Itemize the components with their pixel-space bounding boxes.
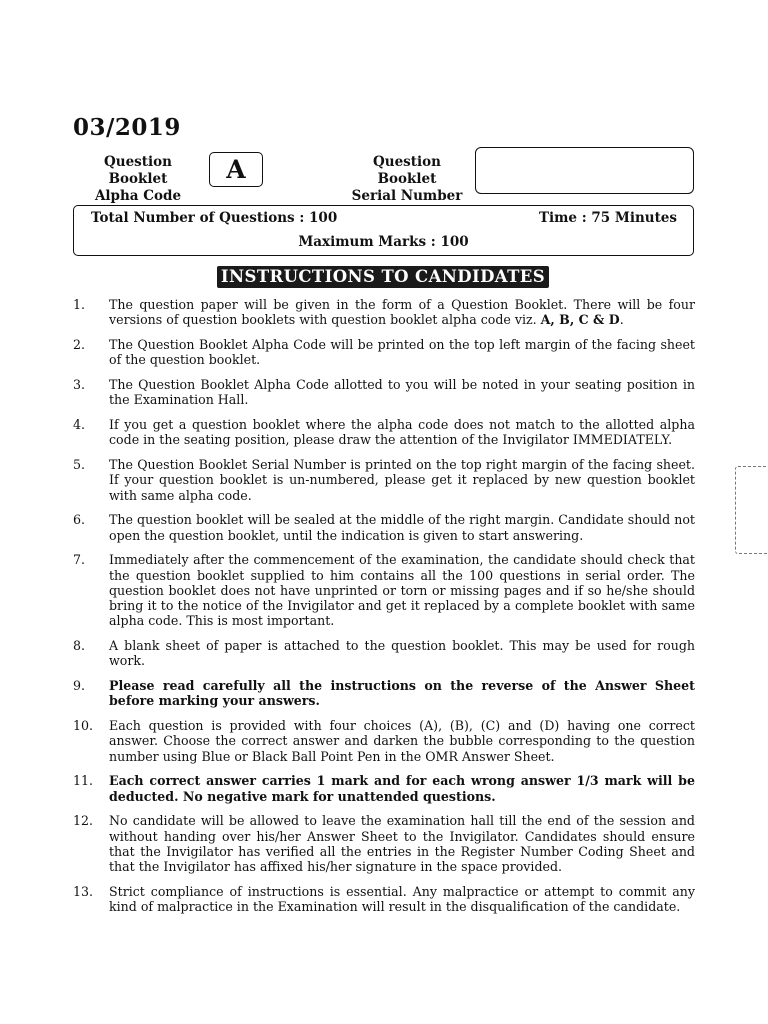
instruction-number: 1.: [73, 297, 86, 312]
instruction-text: The Question Booklet Alpha Code will be printed on the top left margin of the facing sheet of the question booklet.: [109, 336, 695, 368]
seal-margin-mark: [735, 466, 768, 554]
instruction-text: The Question Booklet Serial Number is printed on the top right margin of the facing sheet. If your question booklet is un-numbered, please get it replaced by new question booklet with same alpha code.: [109, 456, 695, 503]
instruction-item: [73, 457, 695, 503]
instruction-item: [73, 337, 695, 368]
serial-number-label: [343, 154, 471, 205]
instruction-text: If you get a question booklet where the alpha code does not match to the allotted alpha code in the seating position, please draw the attention of the Invigilator IMMEDIATELY.: [109, 416, 695, 448]
instruction-bold-text: A, B, C & D: [540, 312, 620, 328]
instruction-text: A blank sheet of paper is attached to the question booklet. This may be used for rough work.: [109, 638, 695, 669]
instruction-text: The question paper will be given in the form of a Question Booklet. There will be four versions of question booklets with question booklet alpha code viz.: [109, 297, 695, 328]
exam-code: 03/2019: [73, 114, 181, 141]
alpha-code-label: [78, 154, 198, 205]
instructions-list: [73, 297, 695, 924]
instruction-number: 9.: [73, 678, 86, 694]
instruction-item: [73, 813, 695, 874]
alpha-code-box: A: [209, 152, 263, 187]
instruction-item: [73, 638, 695, 669]
instruction-text: Please read carefully all the instructions on the reverse of the Answer Sheet before marking your answers.: [109, 678, 695, 709]
instruction-number: 4.: [73, 416, 86, 432]
instruction-number: 11.: [73, 773, 94, 789]
instruction-number: 13.: [73, 883, 94, 899]
instruction-number: 12.: [73, 813, 94, 829]
alpha-code-label-line1: Question Booklet: [104, 154, 172, 187]
exam-time: Time : 75 Minutes: [538, 210, 677, 226]
instruction-text: Each question is provided with four choices (A), (B), (C) and (D) having one correct answer. Choose the correct answer and darken the bubble corresponding to the question number using Blue or Black Ball Point Pen in the OMR Answer Sheet.: [109, 718, 695, 764]
instruction-number: 7.: [73, 552, 86, 568]
instruction-number: 3.: [73, 376, 86, 392]
exam-info-box: [73, 205, 694, 256]
serial-number-label-line1: Question Booklet: [373, 154, 441, 187]
instruction-item: [73, 773, 695, 804]
instruction-number: 8.: [73, 638, 86, 654]
instruction-item: [73, 678, 695, 709]
serial-number-label-line2: Serial Number: [351, 188, 463, 204]
instruction-tail: .: [619, 312, 624, 328]
instruction-number: 2.: [73, 336, 86, 352]
maximum-marks: Maximum Marks : 100: [298, 234, 469, 250]
instruction-number: 6.: [73, 512, 86, 528]
instruction-item: [73, 512, 695, 543]
instructions-banner: INSTRUCTIONS TO CANDIDATES: [217, 266, 549, 288]
instruction-number: 10.: [73, 718, 94, 734]
alpha-code-label-line2: Alpha Code: [94, 188, 182, 204]
instruction-text: The Question Booklet Alpha Code allotted to you will be noted in your seating position in the Examination Hall.: [109, 376, 695, 408]
instruction-number: 5.: [73, 456, 86, 472]
instruction-text: Immediately after the commencement of the examination, the candidate should check that the question booklet supplied to him contains all the 100 questions in serial order. The question booklet does not have unprinted or torn or missing pages and if so he/she should bring it to the notice of the Invigilator and get it replaced by a complete booklet with same alpha code. This is most important.: [109, 552, 695, 629]
total-questions: Total Number of Questions : 100: [91, 210, 338, 226]
instruction-text: No candidate will be allowed to leave the examination hall till the end of the session and without handing over his/her Answer Sheet to the Invigilator. Candidates should ensure that the Invigilator has verified all the entries in the Register Number Coding Sheet and that the Invigilator has affixed his/her signature in the space provided.: [109, 813, 695, 875]
serial-number-box: [475, 147, 694, 194]
instruction-item: [73, 417, 695, 448]
instruction-item: [73, 377, 695, 408]
instruction-item: [73, 884, 695, 915]
instruction-text: Each correct answer carries 1 mark and for each wrong answer 1/3 mark will be deducted. No negative mark for unattended questions.: [109, 773, 695, 804]
instruction-item: [73, 297, 695, 328]
instruction-item: [73, 552, 695, 628]
instruction-text: Strict compliance of instructions is essential. Any malpractice or attempt to commit any kind of malpractice in the Examination will result in the disqualification of the candidate.: [109, 883, 695, 915]
instruction-text: The question booklet will be sealed at the middle of the right margin. Candidate should not open the question booklet, until the indication is given to start answering.: [109, 512, 695, 543]
instruction-item: [73, 718, 695, 764]
